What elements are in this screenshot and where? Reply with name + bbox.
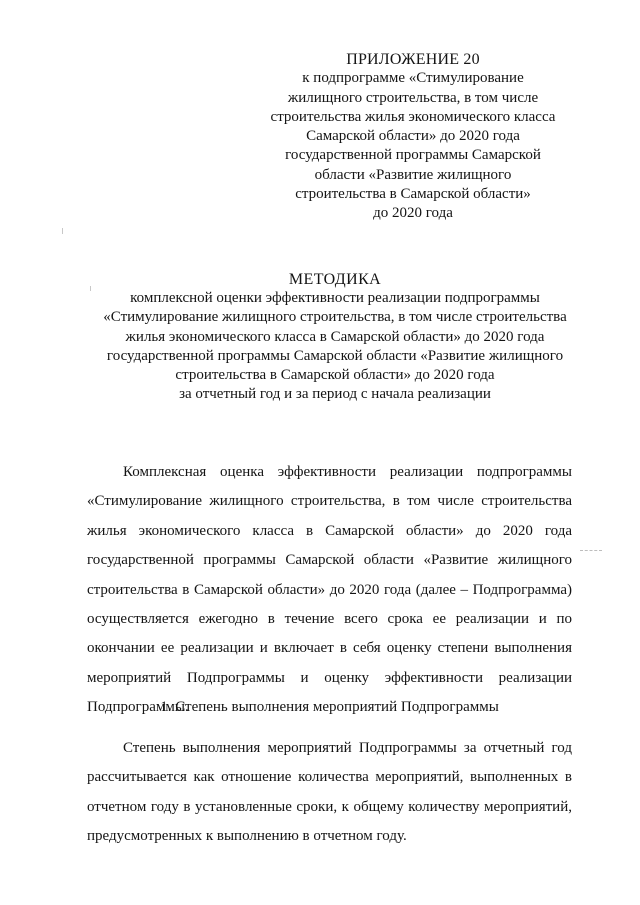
appendix-line: жилищного строительства, в том числе bbox=[287, 89, 539, 106]
intro-paragraph bbox=[87, 458, 572, 723]
paragraph-line: окончании ее реализации и включает в себя оценку степени выполнения bbox=[87, 640, 572, 657]
appendix-header bbox=[258, 50, 568, 224]
methodology-subtitle-line: «Стимулирование жилищного строительства, в том числе строительства bbox=[103, 309, 567, 326]
appendix-heading: ПРИЛОЖЕНИЕ 20 bbox=[346, 51, 480, 68]
methodology-subtitle-line: за отчетный год и за период с начала реализации bbox=[179, 386, 491, 403]
methodology-subtitle-line: государственной программы Самарской области «Развитие жилищного bbox=[106, 347, 564, 364]
paragraph-line: Степень выполнения мероприятий Подпрограммы за отчетный год bbox=[123, 740, 572, 756]
scan-speck bbox=[90, 286, 91, 291]
paragraph-line: жилья экономического класса в Самарской области» до 2020 года bbox=[87, 522, 572, 539]
appendix-line: до 2020 года bbox=[373, 205, 453, 222]
methodology-subtitle-line: строительства в Самарской области» до 2020 года bbox=[175, 367, 495, 384]
paragraph-line: предусмотренных к выполнению в отчетном году. bbox=[87, 828, 407, 845]
scan-speck bbox=[62, 228, 63, 234]
paragraph-line: Подпрограммы. bbox=[87, 699, 189, 716]
appendix-line: области «Развитие жилищного bbox=[314, 166, 512, 183]
appendix-line: к подпрограмме «Стимулирование bbox=[302, 70, 524, 87]
paragraph-line: рассчитывается как отношение количества мероприятий, выполненных в bbox=[87, 769, 572, 786]
paragraph-line: строительства в Самарской области» до 2020 года (далее – Подпрограмма) bbox=[87, 581, 572, 598]
appendix-line: строительства в Самарской области» bbox=[295, 186, 531, 203]
methodology-subtitle-line: жилья экономического класса в Самарской области» до 2020 года bbox=[125, 328, 545, 345]
appendix-line: Самарской области» до 2020 года bbox=[306, 128, 520, 145]
paragraph-line: Комплексная оценка эффективности реализации подпрограммы bbox=[123, 464, 572, 480]
section-heading: 1. Степень выполнения мероприятий Подпрограммы bbox=[160, 699, 499, 715]
paragraph-line: мероприятий Подпрограммы и оценку эффективности реализации bbox=[87, 669, 572, 686]
scan-margin-mark bbox=[580, 550, 602, 551]
appendix-line: строительства жилья экономического класса bbox=[270, 108, 556, 125]
methodology-title-block bbox=[40, 270, 630, 404]
appendix-line: государственной программы Самарской bbox=[285, 147, 541, 164]
methodology-title: МЕТОДИКА bbox=[288, 271, 382, 288]
paragraph-line: «Стимулирование жилищного строительства, в том числе строительства bbox=[87, 493, 572, 510]
paragraph-line: государственной программы Самарской области «Развитие жилищного bbox=[87, 552, 572, 569]
paragraph-line: осуществляется ежегодно в течение всего срока ее реализации и по bbox=[87, 610, 572, 627]
paragraph-line: отчетном году в установленные сроки, к общему количеству мероприятий, bbox=[87, 798, 572, 815]
methodology-subtitle-line: комплексной оценки эффективности реализации подпрограммы bbox=[130, 290, 540, 307]
section-paragraph bbox=[87, 734, 572, 852]
